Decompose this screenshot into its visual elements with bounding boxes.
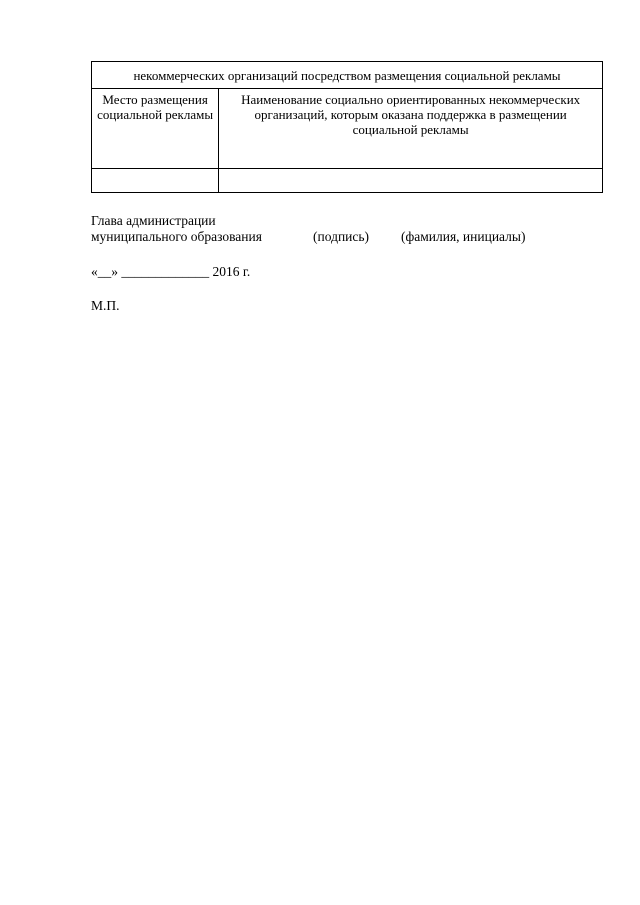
signature-position-line2: муниципального образования: [91, 229, 262, 244]
name-hint: (фамилия, инициалы): [401, 229, 526, 244]
date-line: «__» _____________ 2016 г.: [91, 264, 251, 279]
header-placement-location: Место размещения социальной рекламы: [92, 89, 219, 169]
table-cell-placement[interactable]: [92, 169, 219, 193]
table-header-row: [92, 89, 603, 169]
table-title-cell: некоммерческих организаций посредством размещения социальной рекламы: [92, 62, 603, 89]
report-table: [91, 61, 603, 193]
signature-position-line1: Глава администрации: [91, 213, 216, 228]
header-organization-name: Наименование социально ориентированных некоммерческих организаций, которым оказана поддержка в размещении социальной рекламы: [219, 89, 603, 169]
table-row: [92, 169, 603, 193]
table-cell-organization[interactable]: [219, 169, 603, 193]
signature-line: [91, 229, 525, 245]
stamp-place: М.П.: [91, 298, 120, 313]
signature-hint: (подпись): [313, 229, 370, 244]
table-title-row: [92, 62, 603, 89]
